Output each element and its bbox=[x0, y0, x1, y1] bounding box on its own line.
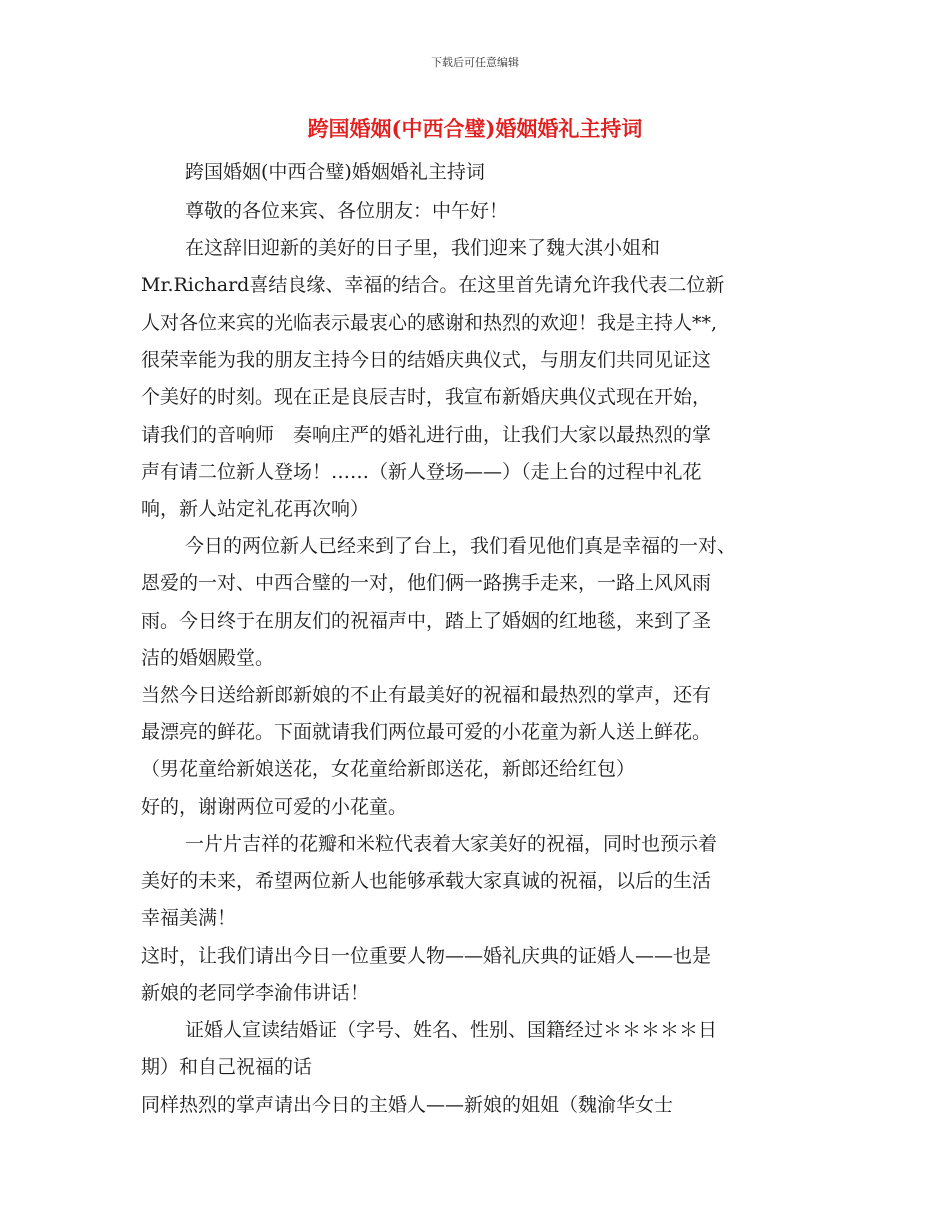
text-line: 很荣幸能为我的朋友主持今日的结婚庆典仪式，与朋友们共同见证这 bbox=[141, 349, 712, 371]
text-line: 恩爱的一对、中西合璧的一对，他们俩一路携手走来，一路上风风雨 bbox=[141, 572, 712, 594]
text-line: 响，新人站定礼花再次响） bbox=[141, 498, 370, 520]
text-line: 这时，让我们请出今日一位重要人物——婚礼庆典的证婚人——也是 bbox=[141, 945, 712, 967]
text-line: 最漂亮的鲜花。下面就请我们两位最可爱的小花童为新人送上鲜花。 bbox=[141, 721, 712, 743]
header-note: 下载后可任意编辑 bbox=[431, 56, 519, 69]
text-line: 跨国婚姻(中西合璧)婚姻婚礼主持词 bbox=[185, 161, 485, 183]
text-line: 当然今日送给新郎新娘的不止有最美好的祝福和最热烈的掌声，还有 bbox=[141, 684, 712, 706]
text-line: 个美好的时刻。现在正是良辰吉时，我宣布新婚庆典仪式现在开始， bbox=[141, 386, 712, 408]
text-line: 请我们的音响师 奏响庄严的婚礼进行曲，让我们大家以最热烈的掌 bbox=[141, 424, 712, 446]
text-line: 今日的两位新人已经来到了台上，我们看见他们真是幸福的一对、 bbox=[185, 535, 737, 557]
text-line: 尊敬的各位来宾、各位朋友：中午好！ bbox=[185, 200, 509, 222]
text-line: 幸福美满！ bbox=[141, 907, 237, 929]
document-title: 跨国婚姻(中西合璧)婚姻婚礼主持词 bbox=[307, 116, 643, 141]
text-line: 在这辞旧迎新的美好的日子里，我们迎来了魏大淇小姐和 bbox=[185, 237, 661, 259]
text-line: 新娘的老同学李渝伟讲话！ bbox=[141, 982, 370, 1004]
text-line: 雨。今日终于在朋友们的祝福声中，踏上了婚姻的红地毯，来到了圣 bbox=[141, 610, 712, 632]
text-line: 证婚人宣读结婚证（字号、姓名、性别、国籍经过＊＊＊＊＊日 bbox=[185, 1019, 718, 1041]
text-line: 人对各位来宾的光临表示最衷心的感谢和热烈的欢迎！我是主持人**, bbox=[141, 312, 718, 334]
text-line: 期）和自己祝福的话 bbox=[141, 1056, 313, 1078]
text-line: 一片片吉祥的花瓣和米粒代表着大家美好的祝福，同时也预示着 bbox=[185, 833, 718, 855]
text-line: 好的，谢谢两位可爱的小花童。 bbox=[141, 796, 408, 818]
text-line: （男花童给新娘送花，女花童给新郎送花，新郎还给红包） bbox=[141, 758, 636, 780]
text-line: 洁的婚姻殿堂。 bbox=[141, 647, 275, 669]
text-line: Mr.Richard喜结良缘、幸福的结合。在这里首先请允许我代表二位新 bbox=[141, 274, 725, 296]
text-line: 声有请二位新人登场！……（新人登场——）（走上台的过程中礼花 bbox=[141, 461, 702, 483]
text-line: 同样热烈的掌声请出今日的主婚人——新娘的姐姐（魏渝华女士 bbox=[141, 1094, 674, 1116]
text-line: 美好的未来，希望两位新人也能够承载大家真诚的祝福，以后的生活 bbox=[141, 870, 712, 892]
